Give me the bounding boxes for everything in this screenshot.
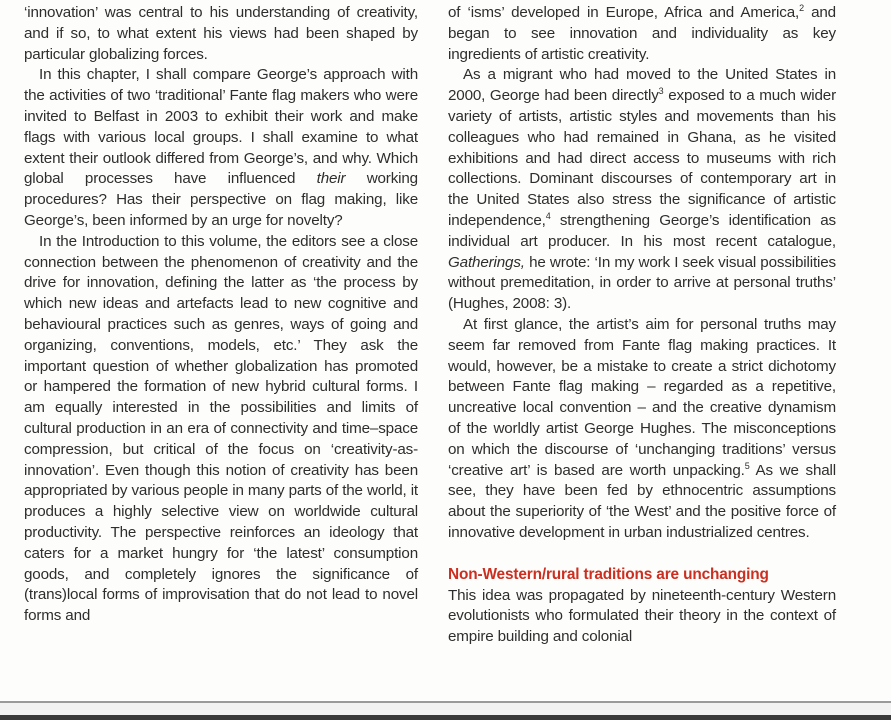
- footnote-ref-5[interactable]: 5: [744, 460, 750, 471]
- left-paragraph-2-text: In this chapter, I shall compare George’s approach with the activities of two ‘traditional’ Fante flag makers who were invited to Belfast in 2003 to exhibit their work and make flags with various local groups. I shall examine to what extent their outlook differed from George’s, and why. Which global processes have influenced: [24, 66, 418, 188]
- right-paragraph-3: [448, 315, 836, 544]
- catalogue-title: Gatherings,: [448, 253, 525, 271]
- right-paragraph-4-text: This idea was propagated by nineteenth-century Western evolutionists who formulated their theory in the context of empire building and colonial: [448, 586, 836, 646]
- footnote-ref-3[interactable]: 3: [658, 86, 664, 97]
- right-paragraph-4: [448, 586, 836, 648]
- section-heading: Non-Western/rural traditions are unchanging: [448, 565, 769, 583]
- right-paragraph-2: [448, 65, 836, 315]
- right-paragraph-1-tail: and began to see innovation and individuality as key ingredients of artistic creativity.: [448, 4, 836, 63]
- left-text-column: [24, 3, 418, 627]
- right-paragraph-1: [448, 3, 836, 65]
- left-paragraph-2-tail: working procedures? Has their perspective on flag making, like George’s, been informed by an urge for novelty?: [24, 170, 418, 229]
- footnote-ref-2[interactable]: 2: [799, 2, 804, 13]
- right-paragraph-3-part-b: As we shall see, they have been fed by ethnocentric assumptions about the superiority of ‘the West’ and the positive force of innovative development in urban industrialized centres.: [448, 461, 837, 541]
- right-paragraph-2-part-c: strengthening George’s identification as individual art producer. In his most recent catalogue,: [448, 211, 836, 250]
- viewer-gap: [0, 703, 891, 715]
- right-text-column: [448, 3, 836, 648]
- viewer-bottom-bar: [0, 715, 891, 720]
- left-paragraph-1: [24, 3, 418, 65]
- right-paragraph-2-part-b: exposed to a much wider variety of artists, artistic styles and movements than his colleagues who had remained in Ghana, as he visited exhibitions and had direct access to museums with rich collections. Dominant discourses of contemporary art in the United States also stress the significance of artistic independence,: [448, 87, 836, 229]
- right-paragraph-2-part-a: As a migrant who had moved to the United States in 2000, George had been directly: [448, 66, 836, 105]
- right-paragraph-3-part-a: At first glance, the artist’s aim for personal truths may seem far removed from Fante flag making practices. It would, however, be a mistake to create a strict dichotomy between Fante flag making – regarded as a repetitive, uncreative local convention – and the creative dynamism of the worldly artist George Hughes. The misconceptions on which the discourse of ‘unchanging traditions’ versus ‘creative art’ is based are worth unpacking.: [448, 315, 836, 479]
- left-paragraph-3-text: In the Introduction to this volume, the editors see a close connection between the phenomenon of creativity and the drive for innovation, defining the latter as ‘the process by which new ideas and artefacts lead to new cognitive and behavioural practices such as genres, ways of going and organizing, conventions, models, etc.’ They ask the important question of whether globalization has promoted or hampered the formation of new hybrid cultural forms. I am equally interested in the possibilities and limits of cultural production in an era of connectivity and time–space compression, but critical of the focus on ‘creativity-as-innovation’. Even though this notion of creativity has been appropriated by various people in many parts of the world, it produces a highly selective view on worldwide cultural productivity. The perspective reinforces an ideology that caters for a market hungry for ‘the latest’ consumption goods, and completely ignores the significance of (trans)local forms of improvisation that do not lead to novel forms and: [24, 232, 418, 625]
- footnote-ref-4[interactable]: 4: [545, 210, 551, 221]
- right-paragraph-1-text: of ‘isms’ developed in Europe, Africa and America,: [448, 4, 800, 21]
- left-paragraph-3: [24, 232, 418, 627]
- left-paragraph-1-text: ‘innovation’ was central to his understanding of creativity, and if so, to what extent his views had been shaped by particular globalizing forces.: [24, 4, 418, 63]
- left-paragraph-2: [24, 65, 418, 231]
- right-paragraph-2-part-d: he wrote: ‘In my work I seek visual possibilities without premeditation, in order to arrive at personal truths’ (Hughes, 2008: 3).: [448, 253, 837, 313]
- left-paragraph-2-emphasis: their: [316, 170, 346, 188]
